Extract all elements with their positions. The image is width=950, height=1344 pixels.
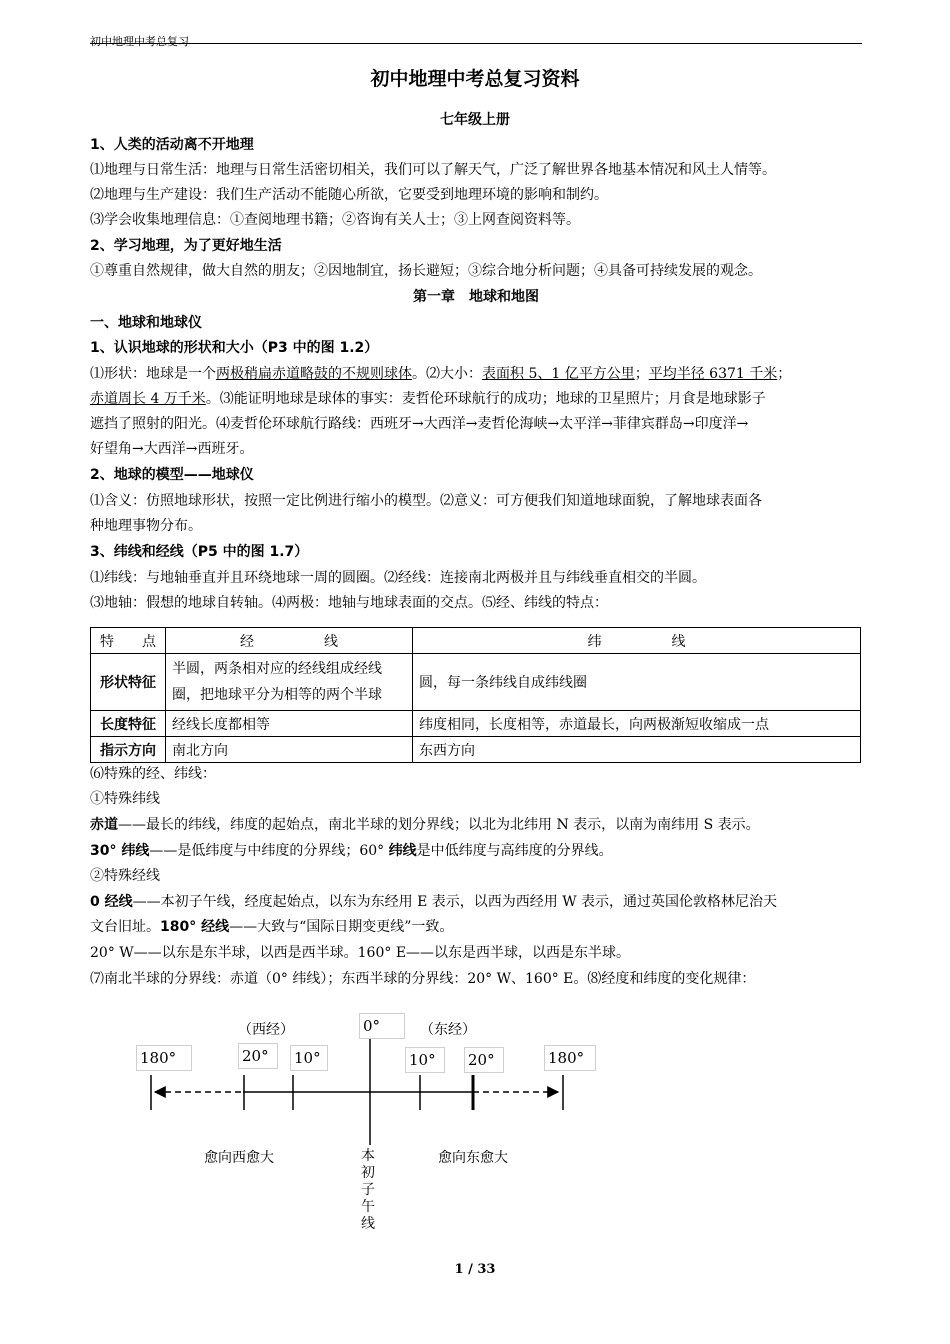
row-label: 指示方向 <box>91 737 166 763</box>
west-increase-label: 愈向西愈大 <box>204 1150 274 1166</box>
prime-meridian-label <box>358 1148 378 1233</box>
text: 文台旧址。 <box>90 919 160 935</box>
features-table <box>90 627 861 763</box>
text: ——最长的纬线，纬度的起始点，南北半球的划分界线；以北为北纬用 N 表示，以南为南纬用 S 表示。 <box>118 817 760 833</box>
term: 0 经线 <box>90 894 133 910</box>
paragraph: ⑴地理与日常生活：地理与日常生活密切相关，我们可以了解天气，广泛了解世界各地基本情况和风土人情等。 <box>90 162 776 178</box>
label-char: 本 <box>361 1148 375 1164</box>
document-subtitle: 七年级上册 <box>440 112 510 128</box>
table-row <box>91 711 861 737</box>
table-cell <box>166 654 413 711</box>
text: 是中低纬度与高纬度的分界线。 <box>416 843 613 859</box>
subsection-heading: 2、地球的模型——地球仪 <box>90 467 254 483</box>
text: ——是低纬度与中纬度的分界线；60° <box>149 843 389 859</box>
table-cell: 经线长度都相等 <box>166 711 413 737</box>
text: ⑴形状：地球是一个 <box>90 366 216 382</box>
row-label: 长度特征 <box>91 711 166 737</box>
subsection-heading: 1、认识地球的形状和大小（P3 中的图 1.2） <box>90 340 379 356</box>
paragraph-line: ⑴含义：仿照地球形状，按照一定比例进行缩小的模型。⑵意义：可方便我们知道地球面貌，了解地球表面各 <box>90 493 762 509</box>
paragraph-line <box>90 914 862 940</box>
paragraph-line: ⑶地轴：假想的地球自转轴。⑷两极：地轴与地球表面的交点。⑸经、纬线的特点： <box>90 595 608 611</box>
underlined-text: 表面积 5、1 亿平方公里 <box>482 366 635 382</box>
term: 赤道 <box>90 817 118 833</box>
text: ； <box>777 366 792 382</box>
cell-line: 圈，把地球平分为相等的两个半球 <box>172 687 382 703</box>
term: 纬线 <box>388 843 417 859</box>
paragraph-line: ①特殊纬线 <box>90 791 160 807</box>
paragraph: ⑵地理与生产建设：我们生产活动不能随心所欲，它要受到地理环境的影响和制约。 <box>90 187 608 203</box>
text: 。⑶能证明地球是球体的事实：麦哲伦环球航行的成功；地球的卫星照片；月食是地球影子 <box>205 391 766 407</box>
section-heading: 2、学习地理，为了更好地生活 <box>90 238 282 254</box>
paragraph-line: 好望角→大西洋→西班牙。 <box>90 441 254 457</box>
east-longitude-label: （东经） <box>420 1022 476 1038</box>
part-heading: 一、地球和地球仪 <box>90 315 202 331</box>
text: ——本初子午线，经度起始点，以东为东经用 E 表示，以西为西经用 W 表示，通过英国伦敦格林尼治天 <box>132 894 778 910</box>
paragraph-line <box>90 361 862 387</box>
table-cell: 南北方向 <box>166 737 413 763</box>
label-e10: 10° <box>405 1047 445 1073</box>
term: 30° 纬线 <box>90 843 150 859</box>
underlined-text: 平均半径 6371 千米 <box>648 366 778 382</box>
east-increase-label: 愈向东愈大 <box>438 1150 508 1166</box>
paragraph-line <box>90 889 862 915</box>
paragraph-line <box>90 838 862 864</box>
underlined-text: 赤道周长 4 万千米 <box>90 391 206 407</box>
text: 。⑵大小： <box>412 366 482 382</box>
table-cell: 纬度相同，长度相等，赤道最长，向两极渐短收缩成一点 <box>413 711 861 737</box>
chapter-heading: 第一章 地球和地图 <box>413 289 539 305</box>
paragraph-line: ⑹特殊的经、纬线： <box>90 766 216 782</box>
column-header: 经 线 <box>166 628 413 654</box>
table-cell: 东西方向 <box>413 737 861 763</box>
label-w10: 10° <box>290 1045 328 1071</box>
table-row <box>91 737 861 763</box>
paragraph-line: ⑴纬线：与地轴垂直并且环绕地球一周的圆圈。⑵经线：连接南北两极并且与纬线垂直相交的半圆。 <box>90 570 706 586</box>
text: ； <box>634 366 649 382</box>
page-number: 1 / 33 <box>454 1262 496 1277</box>
paragraph-line: ②特殊经线 <box>90 868 160 884</box>
column-header: 纬 线 <box>413 628 861 654</box>
cell-line: 半圆，两条相对应的经线组成经线 <box>172 661 382 677</box>
label-char: 初 <box>361 1165 375 1181</box>
paragraph-line <box>90 812 862 838</box>
label-e180: 180° <box>544 1045 596 1071</box>
paragraph-line: 遮挡了照射的阳光。⑷麦哲伦环球航行路线：西班牙→大西洋→麦哲伦海峡→太平洋→菲律宾群岛→印度洋→ <box>90 416 749 432</box>
west-longitude-label: （西经） <box>238 1022 294 1038</box>
label-0-degree: 0° <box>359 1013 405 1039</box>
running-header: 初中地理中考总复习 <box>90 35 189 48</box>
label-w180: 180° <box>136 1045 192 1071</box>
document-title: 初中地理中考总复习资料 <box>370 68 580 90</box>
table-header-row <box>91 628 861 654</box>
paragraph-line: 种地理事物分布。 <box>90 518 202 534</box>
table-cell: 圆，每一条纬线自成纬线圈 <box>413 654 861 711</box>
subsection-heading: 3、纬线和经线（P5 中的图 1.7） <box>90 544 309 560</box>
paragraph-line <box>90 386 862 412</box>
label-char: 线 <box>361 1216 375 1232</box>
text: ——大致与“国际日期变更线”一致。 <box>229 919 454 935</box>
label-w20: 20° <box>238 1043 278 1069</box>
term: 180° 经线 <box>160 919 230 935</box>
paragraph-line: 20° W——以东是东半球，以西是西半球。160° E——以东是西半球，以西是东半球。 <box>90 945 631 961</box>
label-char: 午 <box>361 1199 375 1215</box>
paragraph: ①尊重自然规律，做大自然的朋友；②因地制宜，扬长避短；③综合地分析问题；④具备可持续发展的观念。 <box>90 263 762 279</box>
underlined-text: 两极稍扁赤道略鼓的不规则球体 <box>216 366 412 382</box>
table-row <box>91 654 861 711</box>
section-heading: 1、人类的活动离不开地理 <box>90 137 254 153</box>
label-char: 子 <box>361 1182 375 1198</box>
paragraph-line: ⑺南北半球的分界线：赤道（0° 纬线）；东西半球的分界线：20° W、160° E。⑻经度和纬度的变化规律： <box>90 971 756 987</box>
label-e20: 20° <box>464 1047 504 1073</box>
row-label: 形状特征 <box>91 654 166 711</box>
column-header: 特 点 <box>91 628 166 654</box>
paragraph: ⑶学会收集地理信息：①查阅地理书籍；②咨询有关人士；③上网查阅资料等。 <box>90 212 580 228</box>
header-rule <box>90 43 862 44</box>
